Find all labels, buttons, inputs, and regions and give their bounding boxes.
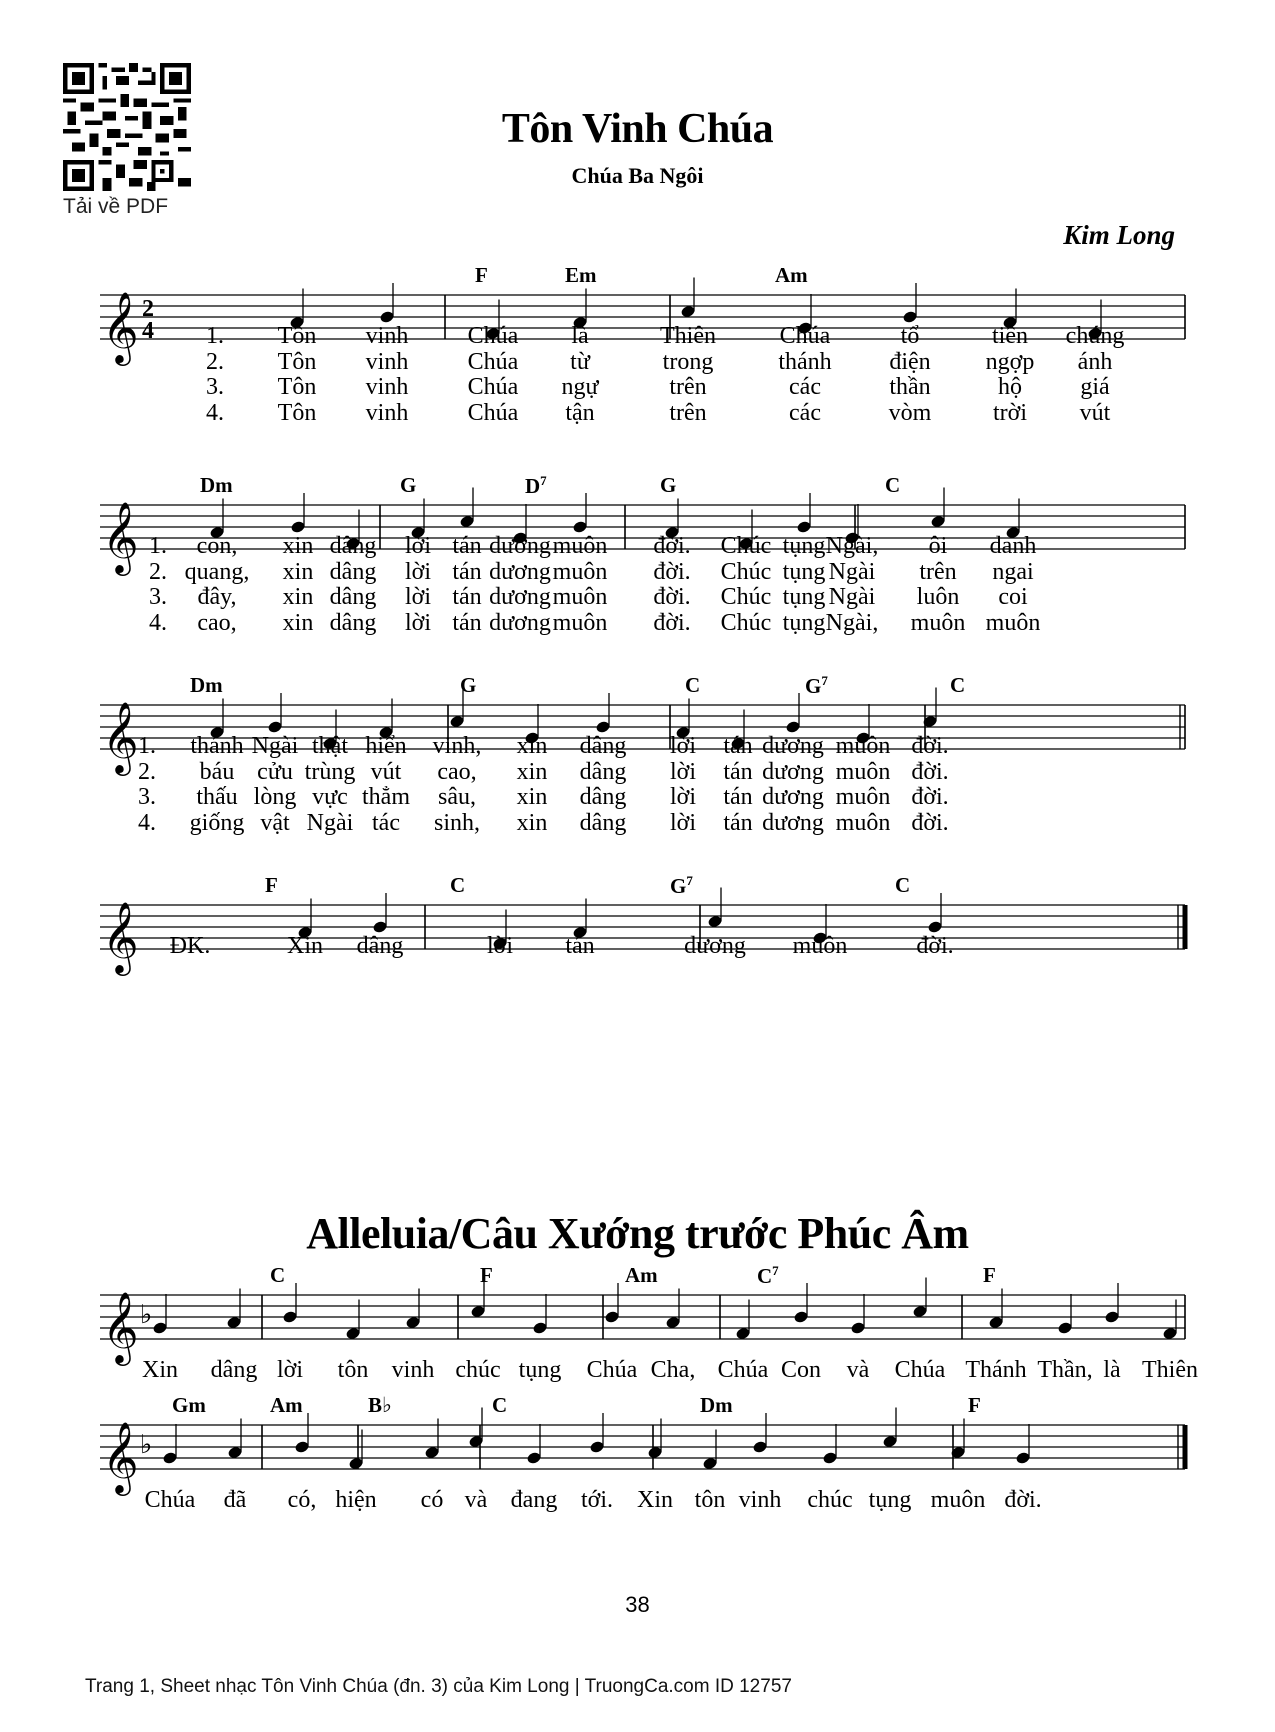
lyric-word: vinh: [365, 374, 409, 400]
lyric-word: lời: [669, 733, 697, 759]
lyric-word: chúc: [807, 1487, 853, 1513]
lyric-word: Chúa: [467, 348, 519, 375]
lyric-word: Chúa: [144, 1487, 196, 1513]
lyric-word: Thánh: [965, 1357, 1027, 1383]
lyric-word: muôn: [910, 609, 966, 636]
lyric-word: Ngài: [251, 733, 299, 759]
lyric-word: muôn: [552, 609, 608, 636]
lyric-word: tán: [452, 609, 482, 636]
lyric-word: dâng: [579, 784, 627, 810]
lyric-word: tôn: [694, 1487, 726, 1513]
lyric-word: vòm: [888, 399, 932, 426]
lyric-word: con,: [196, 533, 238, 559]
lyric-word: Tôn: [277, 399, 317, 426]
lyric-word: Chúc: [720, 609, 772, 636]
lyric-word: lời: [669, 784, 697, 810]
lyric-word: dương: [762, 784, 824, 810]
lyric-word: là: [571, 323, 589, 349]
lyric-word: xin: [282, 533, 314, 559]
lyric-word: các: [789, 399, 821, 426]
lyric-word: trùng: [304, 758, 356, 785]
lyric-word: tôn: [337, 1357, 369, 1383]
lyric-word: vật: [260, 809, 290, 836]
lyric-word: Ngài,: [825, 533, 879, 559]
lyric-word: dâng: [210, 1357, 258, 1383]
lyric-word: giống: [189, 809, 245, 836]
lyric-word: giá: [1080, 374, 1110, 400]
lyric-word: coi: [998, 584, 1028, 610]
lyric-word: đời.: [911, 809, 949, 836]
lyric-word: báu: [199, 758, 235, 785]
treble-clef-icon: 𝄞: [102, 1290, 139, 1363]
lyric-word: Xin: [142, 1357, 178, 1383]
lyric-word: ôi: [928, 533, 948, 559]
staff-system: [100, 473, 1190, 685]
staff: [100, 1405, 1190, 1493]
treble-clef-icon: 𝄞: [102, 700, 139, 773]
lyric-word: Thiên: [660, 323, 716, 349]
lyric-word: tác: [372, 809, 400, 836]
lyric-word: Chúa: [717, 1357, 769, 1383]
chord-symbol: Am: [775, 263, 808, 287]
song-title: Tôn Vinh Chúa: [501, 106, 774, 152]
lyric-word: muôn: [835, 758, 891, 785]
lyric-word: và: [464, 1487, 488, 1513]
lyric-word: dương: [489, 558, 551, 585]
treble-clef-icon: 𝄞: [102, 900, 139, 973]
chord-symbol: C: [685, 673, 701, 697]
lyric-word: thần: [889, 374, 931, 400]
lyric-word: ánh: [1077, 348, 1113, 375]
lyric-word: 3.: [138, 784, 156, 810]
lyric-word: danh: [989, 533, 1037, 559]
lyric-word: lời: [404, 584, 432, 610]
lyric-word: vinh: [365, 323, 409, 349]
page-number: 38: [625, 1592, 650, 1617]
lyric-word: Chúc: [720, 558, 772, 585]
lyric-word: điện: [889, 348, 931, 375]
lyric-word: cao,: [197, 609, 237, 636]
lyric-word: muôn: [930, 1487, 986, 1513]
lyric-word: vinh,: [432, 733, 482, 759]
lyric-word: Ngài: [828, 584, 876, 610]
song-subtitle: Chúa Ba Ngôi: [571, 163, 704, 188]
lyric-word: muôn: [552, 533, 608, 559]
lyric-word: chúc: [455, 1357, 501, 1383]
lyric-word: Chúa: [467, 374, 519, 400]
lyric-word: dâng: [579, 758, 627, 785]
download-pdf-link[interactable]: Tải về PDF: [63, 195, 169, 218]
lyric-word: tán: [723, 809, 753, 836]
lyric-word: cao,: [437, 758, 477, 785]
lyric-word: có: [420, 1487, 444, 1513]
lyric-word: lời: [486, 933, 514, 959]
chord-symbol: C: [895, 873, 911, 897]
lyric-word: đời.: [653, 558, 691, 585]
lyric-word: đang: [510, 1487, 558, 1513]
lyric-word: từ: [570, 348, 590, 375]
chord-symbol: C: [450, 873, 466, 897]
lyric-word: Xin: [637, 1487, 673, 1513]
lyric-word: tụng: [782, 533, 826, 559]
lyric-word: đã: [223, 1487, 247, 1513]
lyric-word: Chúa: [894, 1357, 946, 1383]
lyric-word: ngự: [561, 374, 599, 400]
lyric-word: thật: [312, 733, 348, 759]
flat-key-signature-icon: ♭: [140, 1430, 153, 1460]
chord-symbol: C: [270, 1263, 286, 1287]
lyric-word: Chúa: [467, 323, 519, 349]
chord-symbol: F: [480, 1263, 493, 1287]
lyric-word: tụng: [868, 1487, 912, 1513]
lyric-word: Chúa: [467, 399, 519, 426]
chord-symbol: $D^7$: [525, 473, 547, 498]
lyric-word: tới.: [580, 1487, 614, 1513]
lyric-word: Thiên: [1142, 1357, 1198, 1383]
chord-symbol: Am: [625, 1263, 658, 1287]
alleluia-title: Alleluia/Câu Xướng trước Phúc Âm: [306, 1209, 969, 1258]
lyric-word: xin: [516, 784, 548, 810]
lyric-word: ngợp: [985, 348, 1035, 375]
lyric-word: thấu: [196, 784, 238, 810]
staff-system: [100, 1393, 1190, 1605]
lyric-word: lời: [669, 809, 697, 836]
lyric-word: muôn: [835, 809, 891, 836]
lyric-word: đời.: [653, 609, 691, 636]
lyric-word: Tôn: [277, 323, 317, 349]
treble-clef-icon: 𝄞: [102, 290, 139, 363]
lyric-word: Chúc: [720, 584, 772, 610]
lyric-word: có,: [287, 1487, 317, 1513]
lyric-word: Xin: [287, 933, 323, 959]
lyric-word: muôn: [552, 558, 608, 585]
lyric-word: tụng: [782, 584, 826, 610]
lyric-word: 1.: [149, 533, 167, 559]
lyric-word: Cha,: [650, 1357, 696, 1383]
lyric-word: đời.: [911, 784, 949, 810]
lyric-word: lời: [669, 758, 697, 785]
lyric-word: đời.: [916, 933, 954, 959]
lyric-word: 4.: [149, 609, 167, 636]
lyric-word: là: [1103, 1357, 1121, 1383]
lyric-word: thánh: [778, 348, 832, 375]
lyric-word: đời.: [911, 733, 949, 759]
lyric-word: tán: [452, 584, 482, 610]
lyric-word: đây,: [197, 584, 237, 610]
lyric-word: tán: [452, 558, 482, 585]
lyric-word: dâng: [329, 533, 377, 559]
lyric-word: trên: [669, 399, 707, 426]
lyric-word: lời: [404, 533, 432, 559]
chord-symbol: Dm: [190, 673, 223, 697]
time-signature: 2: [142, 296, 154, 322]
lyric-word: tán: [723, 758, 753, 785]
chord-symbol: C: [885, 473, 901, 497]
lyric-word: lời: [404, 609, 432, 636]
lyric-word: trong: [662, 348, 714, 375]
lyric-word: Ngài: [306, 809, 354, 836]
chord-symbol: Am: [270, 1393, 303, 1417]
lyric-word: cửu: [257, 758, 293, 785]
lyric-word: đời.: [911, 758, 949, 785]
treble-clef-icon: 𝄞: [102, 1420, 139, 1493]
lyric-word: quang,: [184, 558, 250, 585]
lyric-word: Thần,: [1037, 1357, 1093, 1383]
lyric-word: muôn: [552, 584, 608, 610]
lyric-word: xin: [282, 558, 314, 585]
lyric-word: vinh: [365, 348, 409, 375]
lyric-word: 3.: [206, 374, 224, 400]
lyric-word: lòng: [253, 784, 297, 810]
lyric-word: trời: [992, 399, 1028, 426]
staff-system: [100, 873, 1190, 1085]
lyric-word: 2.: [138, 758, 156, 785]
lyric-word: dương: [762, 809, 824, 836]
lyric-word: 3.: [149, 584, 167, 610]
lyric-word: tán: [723, 733, 753, 759]
lyric-word: đời.: [653, 533, 691, 559]
lyric-word: tán: [723, 784, 753, 810]
lyric-word: muôn: [985, 609, 1041, 636]
lyric-word: Ngài,: [825, 609, 879, 636]
lyric-word: Tôn: [277, 374, 317, 400]
lyric-word: dương: [489, 609, 551, 636]
lyric-word: tán: [565, 933, 595, 959]
lyric-word: 1.: [138, 733, 156, 759]
lyric-word: Tôn: [277, 348, 317, 375]
page-footer: Trang 1, Sheet nhạc Tôn Vinh Chúa (đn. 3) của Kim Long | TruongCa.com ID 12757: [85, 1676, 792, 1697]
chord-symbol: F: [475, 263, 488, 287]
staff: [100, 885, 1190, 973]
lyric-word: vinh: [391, 1357, 435, 1383]
lyric-word: dâng: [579, 809, 627, 836]
lyric-word: tụng: [782, 609, 826, 636]
lyric-word: xin: [516, 809, 548, 836]
lyric-word: chúng: [1065, 323, 1125, 349]
chord-symbol: Em: [565, 263, 597, 287]
lyric-word: muôn: [835, 784, 891, 810]
lyric-word: vút: [1079, 399, 1111, 426]
lyric-word: đời.: [653, 584, 691, 610]
lyric-word: vút: [370, 758, 402, 785]
lyric-word: tận: [565, 399, 595, 426]
lyric-word: vinh: [365, 399, 409, 426]
lyric-word: Chúc: [720, 533, 772, 559]
lyric-word: dâng: [356, 933, 404, 959]
lyric-word: muôn: [792, 933, 848, 959]
lyric-word: ngai: [992, 558, 1034, 585]
lyric-word: dương: [684, 933, 746, 959]
lyric-word: tụng: [782, 558, 826, 585]
chord-symbol: F: [265, 873, 278, 897]
lyric-word: tổ: [900, 323, 920, 349]
lyric-word: dâng: [329, 609, 377, 636]
lyric-word: dâng: [579, 733, 627, 759]
staff-system: [100, 263, 1190, 475]
lyric-word: thẳm: [362, 784, 410, 810]
lyric-word: dương: [762, 758, 824, 785]
chord-symbol: C: [492, 1393, 508, 1417]
composer-name: Kim Long: [1063, 220, 1175, 250]
lyric-word: thánh: [190, 733, 244, 759]
lyric-word: hộ: [998, 374, 1022, 400]
lyric-word: và: [846, 1357, 870, 1383]
lyric-word: xin: [282, 584, 314, 610]
lyric-word: 4.: [138, 809, 156, 836]
lyric-word: hiện: [335, 1487, 377, 1513]
lyric-word: luôn: [916, 584, 960, 610]
lyric-word: ĐK.: [169, 933, 211, 959]
chord-symbol: G: [400, 473, 417, 497]
lyric-word: dương: [762, 733, 824, 759]
chord-symbol: Dm: [200, 473, 233, 497]
chord-symbol: $G^7$: [805, 673, 828, 698]
lyric-word: vực: [312, 784, 348, 810]
lyric-word: đời.: [1004, 1487, 1042, 1513]
lyric-word: dương: [489, 533, 551, 559]
lyric-word: Chúa: [586, 1357, 638, 1383]
lyric-word: tán: [452, 533, 482, 559]
time-signature: 4: [142, 318, 154, 344]
chord-symbol: $G^7$: [670, 873, 693, 898]
chord-symbol: G: [660, 473, 677, 497]
lyric-word: lời: [276, 1357, 304, 1383]
lyric-word: lời: [404, 558, 432, 585]
lyric-word: muôn: [835, 733, 891, 759]
chord-symbol: B♭: [368, 1393, 392, 1417]
lyric-word: dâng: [329, 584, 377, 610]
lyric-word: 4.: [206, 399, 224, 426]
lyric-word: trên: [919, 558, 957, 585]
lyric-word: xin: [282, 609, 314, 636]
chord-symbol: Gm: [172, 1393, 206, 1417]
lyric-word: tụng: [518, 1357, 562, 1383]
lyric-word: các: [789, 374, 821, 400]
lyric-word: 2.: [206, 348, 224, 375]
lyric-word: 1.: [206, 323, 224, 349]
lyric-word: dương: [489, 584, 551, 610]
chord-symbol: Dm: [700, 1393, 733, 1417]
lyric-word: sinh,: [433, 809, 481, 836]
lyric-word: hiển: [365, 733, 407, 759]
lyric-word: trên: [669, 374, 707, 400]
lyric-word: Ngài: [828, 558, 876, 585]
flat-key-signature-icon: ♭: [140, 1300, 153, 1330]
lyric-word: Con: [780, 1357, 822, 1383]
lyric-word: 2.: [149, 558, 167, 585]
lyric-word: dâng: [329, 558, 377, 585]
treble-clef-icon: 𝄞: [102, 500, 139, 573]
lyric-word: Chúa: [779, 323, 831, 349]
lyric-word: tiên: [992, 323, 1028, 349]
chord-symbol: G: [460, 673, 477, 697]
chord-symbol: F: [968, 1393, 981, 1417]
staff-system: [100, 673, 1190, 885]
chord-symbol: $C^7$: [757, 1263, 779, 1288]
lyric-word: xin: [516, 733, 548, 759]
chord-symbol: C: [950, 673, 966, 697]
lyric-word: vinh: [738, 1487, 782, 1513]
lyric-word: sâu,: [438, 784, 476, 810]
lyric-word: xin: [516, 758, 548, 785]
chord-symbol: F: [983, 1263, 996, 1287]
